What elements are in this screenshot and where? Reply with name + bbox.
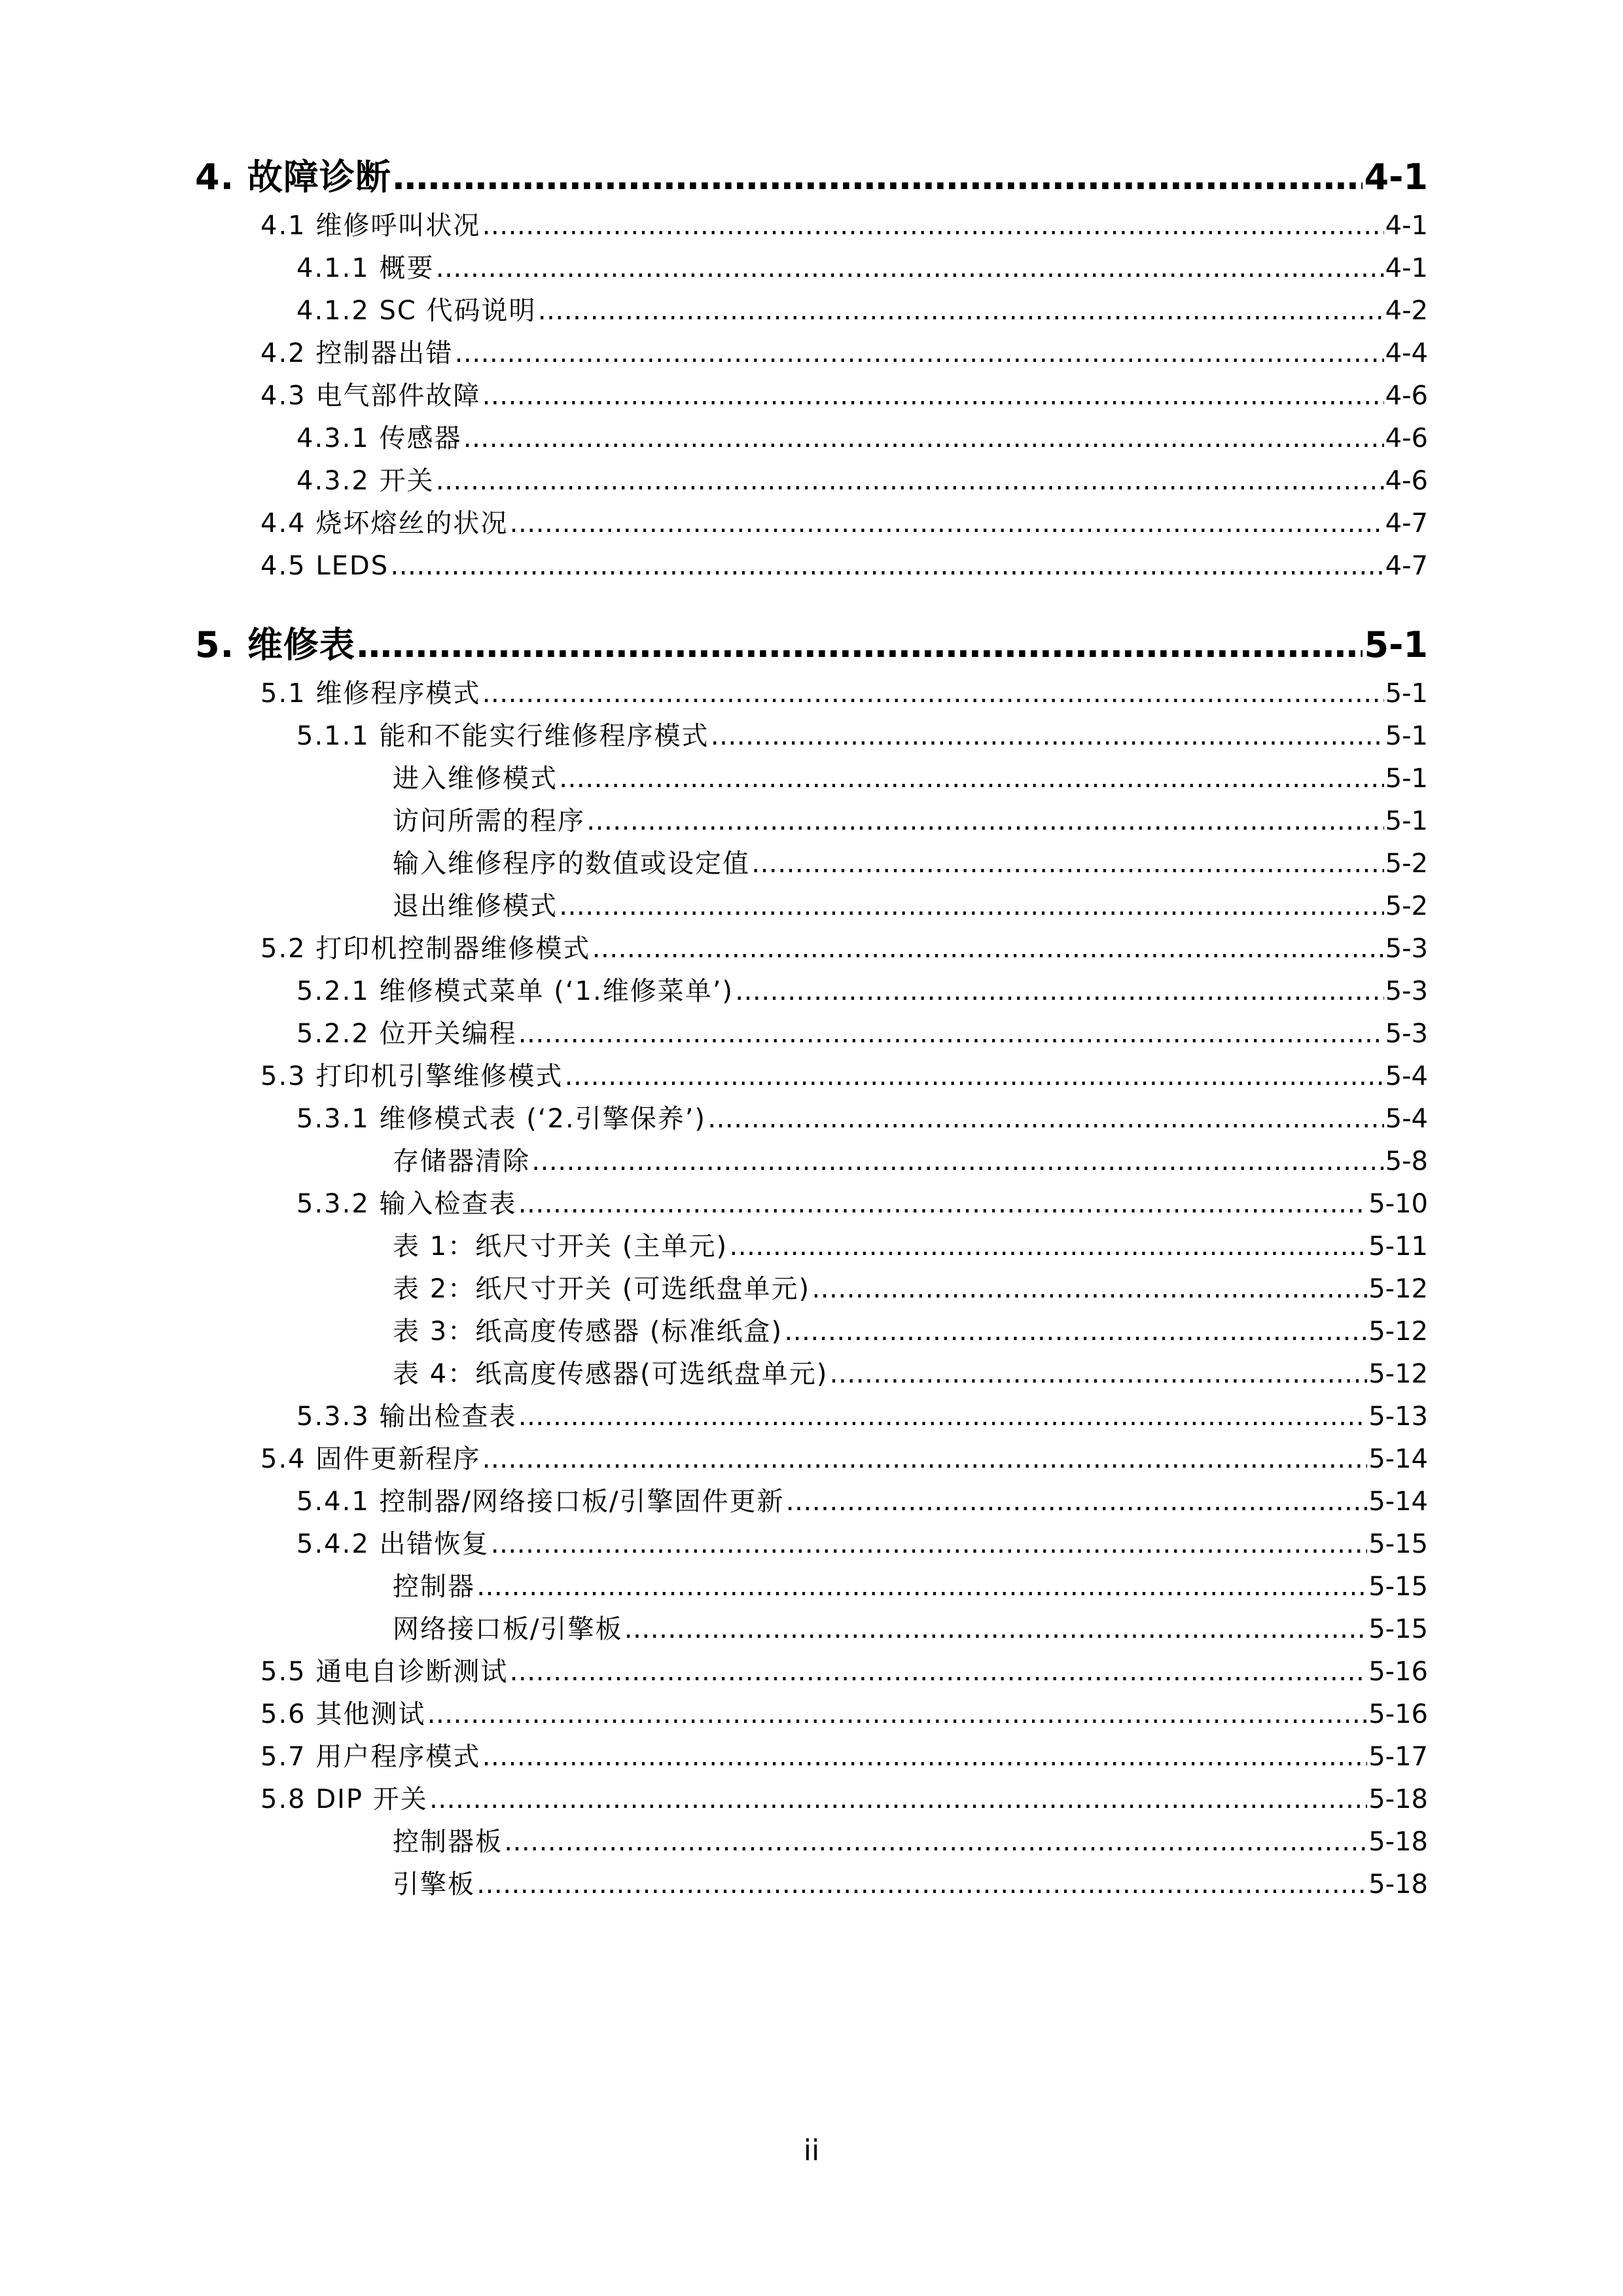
- dot-leader: [491, 1528, 1368, 1561]
- toc-entry-page: 5-11: [1368, 1231, 1428, 1262]
- toc-entry-page: 5-12: [1368, 1274, 1428, 1304]
- toc-entry[interactable]: [296, 1188, 1428, 1220]
- toc-entry-label: 5.5 通电自诊断测试: [260, 1657, 508, 1687]
- toc-entry-label: 控制器板: [393, 1827, 503, 1857]
- dot-leader: [436, 252, 1384, 285]
- toc-entry-page: 4-4: [1385, 338, 1428, 368]
- toc-entry[interactable]: [260, 209, 1428, 242]
- toc-entry-label: 引擎板: [393, 1869, 475, 1899]
- toc-entry[interactable]: [260, 932, 1428, 965]
- toc-entry-page: 5-15: [1368, 1529, 1428, 1559]
- dot-leader: [785, 1485, 1367, 1518]
- dot-leader: [531, 1145, 1384, 1178]
- toc-entry-page: 5-1: [1385, 806, 1428, 836]
- toc-entry[interactable]: [296, 294, 1428, 327]
- toc-entry[interactable]: [260, 550, 1428, 582]
- dot-leader: [390, 550, 1384, 582]
- toc-entry-page: 5-15: [1368, 1614, 1428, 1644]
- dot-leader: [559, 890, 1384, 923]
- toc-entry-page: 5-1: [1385, 764, 1428, 794]
- toc-entry-page: 5-15: [1368, 1572, 1428, 1602]
- dot-leader: [476, 1570, 1367, 1603]
- dot-leader: [751, 847, 1384, 880]
- toc-entry[interactable]: [260, 1443, 1428, 1475]
- toc-entry[interactable]: [393, 1826, 1428, 1858]
- toc-entry-label: 退出维修模式: [393, 891, 558, 921]
- toc-entry-page: 4-6: [1385, 466, 1428, 496]
- toc-entry-page: 4-2: [1385, 296, 1428, 326]
- dot-leader: [735, 975, 1384, 1008]
- toc-entry[interactable]: [393, 1230, 1428, 1263]
- toc-entry[interactable]: [393, 805, 1428, 838]
- toc-entry[interactable]: [296, 1017, 1428, 1050]
- toc-entry-label: 4.1.2 SC 代码说明: [296, 296, 537, 326]
- toc-entry[interactable]: [393, 1145, 1428, 1178]
- dot-leader: [711, 720, 1384, 752]
- dot-leader: [586, 805, 1384, 838]
- dot-leader: [509, 1655, 1367, 1688]
- toc-entry[interactable]: [393, 1273, 1428, 1305]
- toc-entry-page: 5-18: [1368, 1869, 1428, 1899]
- dot-leader: [509, 507, 1383, 540]
- dot-leader: [429, 1783, 1367, 1816]
- dot-leader: [436, 465, 1384, 497]
- dot-leader: [482, 677, 1383, 710]
- toc-entry-label: 4.3.2 开关: [296, 466, 435, 496]
- dot-leader: [624, 1613, 1367, 1646]
- toc-entry-page: 5-12: [1368, 1316, 1428, 1347]
- toc-entry[interactable]: [260, 677, 1428, 710]
- toc-entry-label: 5.3.1 维修模式表 (‘2.引擎保养’): [296, 1104, 707, 1134]
- toc-entry-page: 5-10: [1368, 1189, 1428, 1219]
- dot-leader: [482, 1443, 1367, 1475]
- toc-entry[interactable]: [296, 720, 1428, 752]
- toc-entry-label: 表 2：纸尺寸开关 (可选纸盘单元): [393, 1274, 811, 1304]
- toc-entry-page: 4-1: [1385, 211, 1428, 241]
- dot-leader: [829, 1358, 1367, 1390]
- toc-entry[interactable]: [296, 422, 1428, 455]
- toc-entry-label: 5.4.1 控制器/网络接口板/引擎固件更新: [296, 1487, 785, 1517]
- toc-entry[interactable]: [393, 1613, 1428, 1646]
- toc-entry[interactable]: [296, 975, 1428, 1008]
- toc-entry-label: 5.6 其他测试: [260, 1699, 426, 1729]
- dot-leader: [559, 762, 1384, 795]
- toc-entry-page: 4-7: [1385, 508, 1428, 539]
- toc-entry[interactable]: [296, 1528, 1428, 1561]
- toc-entry-page: 4-1: [1385, 253, 1428, 283]
- toc-entry-label: 输入维修程序的数值或设定值: [393, 849, 750, 879]
- toc-entry-label: 5.3.2 输入检查表: [296, 1189, 517, 1219]
- toc-entry[interactable]: [260, 507, 1428, 540]
- dot-leader: [482, 209, 1383, 242]
- toc-entry-page: 5-17: [1368, 1742, 1428, 1772]
- toc-entry-label: 5.8 DIP 开关: [260, 1784, 428, 1814]
- dot-leader: [784, 1315, 1367, 1348]
- toc-entry-label: 存储器清除: [393, 1146, 530, 1176]
- dot-leader: [454, 337, 1383, 370]
- toc-entry-page: 5-4: [1385, 1061, 1428, 1091]
- toc-entry-label: 4.4 烧坏熔丝的状况: [260, 508, 508, 539]
- toc-entry-page: 4-6: [1385, 381, 1428, 411]
- toc-entry-page: 5-12: [1368, 1359, 1428, 1389]
- toc-entry[interactable]: [296, 252, 1428, 285]
- toc-entry[interactable]: [393, 762, 1428, 795]
- toc-entry-page: 4-7: [1385, 551, 1428, 581]
- toc-entry-page: 5-4: [1385, 1104, 1428, 1134]
- toc-entry-page: 5-18: [1368, 1827, 1428, 1857]
- toc-entry-label: 5.2.1 维修模式菜单 (‘1.维修菜单’): [296, 976, 734, 1006]
- toc-entry-page: 5-16: [1368, 1657, 1428, 1687]
- dot-leader: [504, 1826, 1367, 1858]
- dot-leader: [707, 1103, 1384, 1135]
- toc-entry-label: 表 4：纸高度传感器(可选纸盘单元): [393, 1359, 829, 1389]
- toc-entry-label: 4.3.1 传感器: [296, 423, 462, 453]
- toc-entry-page: 5-3: [1385, 976, 1428, 1006]
- toc-entry[interactable]: [260, 1698, 1428, 1731]
- toc-entry-label: 4.5 LEDS: [260, 551, 389, 581]
- toc-entry-label: 5.2 打印机控制器维修模式: [260, 934, 591, 964]
- toc-entry-page: 4-1: [1364, 156, 1428, 198]
- dot-leader: [427, 1698, 1367, 1731]
- toc-entry-label: 网络接口板/引擎板: [393, 1614, 623, 1644]
- toc-entry-label: 控制器: [393, 1572, 475, 1602]
- dot-leader: [482, 1740, 1367, 1773]
- dot-leader: [357, 624, 1363, 667]
- toc-entry[interactable]: [260, 1740, 1428, 1773]
- toc-entry[interactable]: [393, 847, 1428, 880]
- toc-entry-page: 5-1: [1385, 679, 1428, 709]
- dot-leader: [812, 1273, 1367, 1305]
- toc-entry-page: 5-14: [1368, 1444, 1428, 1474]
- toc-entry-label: 4.1.1 概要: [296, 253, 435, 283]
- toc-entry[interactable]: [260, 337, 1428, 370]
- page-number: ii: [803, 2134, 820, 2167]
- toc-entry[interactable]: [195, 624, 1428, 667]
- toc-entry[interactable]: [393, 890, 1428, 923]
- toc-entry-label: 访问所需的程序: [393, 806, 585, 836]
- toc-entry-label: 4. 故障诊断: [195, 156, 391, 198]
- toc-entry-label: 表 1：纸尺寸开关 (主单元): [393, 1231, 728, 1262]
- toc-entry[interactable]: [260, 1783, 1428, 1816]
- toc-entry-label: 表 3：纸高度传感器 (标准纸盒): [393, 1316, 783, 1347]
- dot-leader: [518, 1017, 1384, 1050]
- toc-entry-page: 4-6: [1385, 423, 1428, 453]
- toc-entry[interactable]: [296, 1400, 1428, 1433]
- dot-leader: [518, 1188, 1368, 1220]
- toc-entry-page: 5-18: [1368, 1784, 1428, 1814]
- dot-leader: [482, 380, 1383, 412]
- toc-entry[interactable]: [260, 380, 1428, 412]
- toc-entry-label: 5.1.1 能和不能实行维修程序模式: [296, 721, 709, 751]
- toc-entry-page: 5-13: [1368, 1402, 1428, 1432]
- toc-entry-page: 5-2: [1385, 891, 1428, 921]
- toc-entry-label: 5.4 固件更新程序: [260, 1444, 481, 1474]
- toc-entry[interactable]: [195, 156, 1428, 199]
- toc-entry-page: 5-1: [1364, 624, 1428, 665]
- toc-entry[interactable]: [393, 1868, 1428, 1901]
- toc-entry-page: 5-2: [1385, 849, 1428, 879]
- toc-entry-label: 5.3 打印机引擎维修模式: [260, 1061, 563, 1091]
- toc-entry[interactable]: [393, 1358, 1428, 1390]
- dot-leader: [538, 294, 1384, 327]
- toc-entry[interactable]: [393, 1315, 1428, 1348]
- toc-entry-label: 4.1 维修呼叫状况: [260, 211, 481, 241]
- toc-entry-page: 5-3: [1385, 934, 1428, 964]
- dot-leader: [518, 1400, 1368, 1433]
- toc-entry[interactable]: [260, 1060, 1428, 1093]
- toc-entry[interactable]: [260, 1655, 1428, 1688]
- toc-entry-label: 5.1 维修程序模式: [260, 679, 481, 709]
- dot-leader: [393, 156, 1363, 199]
- toc-entry[interactable]: [296, 465, 1428, 497]
- toc-entry-page: 5-3: [1385, 1019, 1428, 1049]
- toc-entry-page: 5-8: [1385, 1146, 1428, 1176]
- toc-entry-label: 5.2.2 位开关编程: [296, 1019, 517, 1049]
- toc-entry-label: 4.2 控制器出错: [260, 338, 454, 368]
- dot-leader: [729, 1230, 1367, 1263]
- toc-entry-label: 5.3.3 输出检查表: [296, 1402, 517, 1432]
- toc-entry-label: 5. 维修表: [195, 624, 355, 665]
- toc-entry[interactable]: [296, 1103, 1428, 1135]
- toc-entry-page: 5-16: [1368, 1699, 1428, 1729]
- toc-entry-page: 5-1: [1385, 721, 1428, 751]
- toc-entry-label: 4.3 电气部件故障: [260, 381, 481, 411]
- toc-entry-label: 进入维修模式: [393, 764, 558, 794]
- toc-entry-label: 5.4.2 出错恢复: [296, 1529, 490, 1559]
- toc-entry[interactable]: [296, 1485, 1428, 1518]
- dot-leader: [476, 1868, 1367, 1901]
- toc-entry-label: 5.7 用户程序模式: [260, 1742, 481, 1772]
- toc-entry-page: 5-14: [1368, 1487, 1428, 1517]
- toc-entry[interactable]: [393, 1570, 1428, 1603]
- dot-leader: [564, 1060, 1383, 1093]
- dot-leader: [592, 932, 1383, 965]
- dot-leader: [463, 422, 1384, 455]
